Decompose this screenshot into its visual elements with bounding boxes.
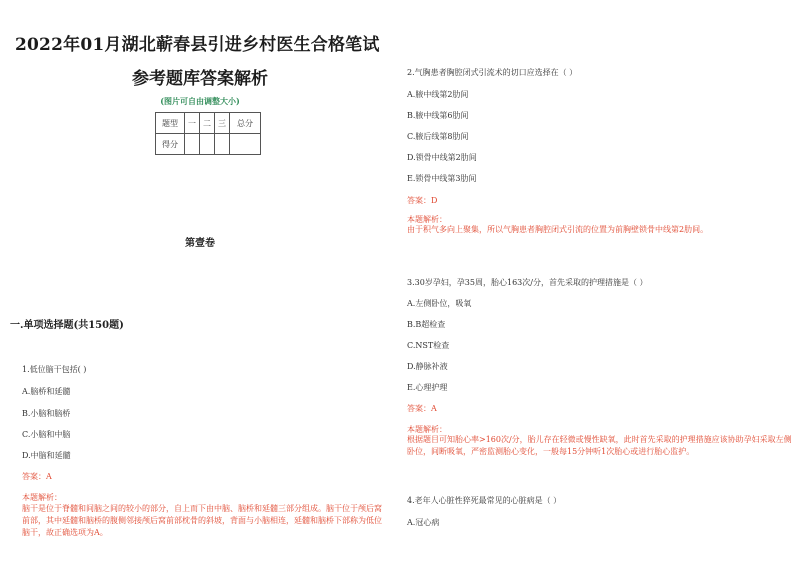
question-1-option-b: B.小脑和脑桥 bbox=[22, 409, 71, 418]
question-1-explanation: 脑干是位于脊髓和间脑之间的较小的部分，自上而下由中脑、脑桥和延髓三部分组成。脑干位于颅后窝前部，其中延髓和脑桥的腹侧邻接颅后窝前部枕骨的斜坡，背面与小脑相连，延髓和脑桥下部称为低位脑干，故正确选项为A。 bbox=[22, 504, 382, 537]
question-2-option-a: A.腋中线第2肋间 bbox=[407, 90, 469, 99]
question-3-option-e: E.心理护理 bbox=[407, 383, 448, 392]
question-2-option-b: B.腋中线第6肋间 bbox=[407, 111, 469, 120]
score-cell: 总分 bbox=[230, 113, 261, 134]
question-2-option-e: E.锁骨中线第3肋间 bbox=[407, 174, 477, 183]
question-2-explanation-label: 本题解析： bbox=[407, 215, 447, 224]
question-3-option-c: C.NST检查 bbox=[407, 341, 450, 350]
question-3-option-a: A.左侧卧位，吸氧 bbox=[407, 299, 472, 308]
question-1-option-c: C.小脑和中脑 bbox=[22, 430, 71, 439]
question-4-stem: 4.老年人心脏性猝死最常见的心脏病是（ ） bbox=[407, 496, 562, 505]
score-cell: 三 bbox=[215, 113, 230, 134]
score-cell: 得分 bbox=[156, 134, 185, 155]
question-3-explanation: 根据题目可知胎心率>160次/分，胎儿存在轻微或慢性缺氧，此时首先采取的护理措施应该协助孕妇采取左侧卧位，间断吸氧，严密监测胎心变化，一般每15分钟听1次胎心或进行胎心监护。 bbox=[407, 435, 792, 456]
question-3-option-d: D.静脉补液 bbox=[407, 362, 448, 371]
document-subtitle: 参考题库答案解析 bbox=[132, 69, 268, 89]
question-1-stem: 1.低位脑干包括( ) bbox=[22, 365, 87, 374]
question-2-answer: 答案：D bbox=[407, 196, 438, 205]
question-2-option-c: C.腋后线第8肋间 bbox=[407, 132, 469, 141]
score-table-header-row bbox=[156, 113, 261, 134]
section-heading: 一.单项选择题(共150题) bbox=[10, 320, 124, 331]
question-3-answer: 答案：A bbox=[407, 404, 437, 413]
score-cell bbox=[185, 134, 200, 155]
volume-label: 第壹卷 bbox=[185, 238, 215, 249]
document-title: 2022年01月湖北蕲春县引进乡村医生合格笔试 bbox=[15, 35, 380, 55]
question-1-explanation-label: 本题解析： bbox=[22, 493, 62, 502]
question-2-option-d: D.锁骨中线第2肋间 bbox=[407, 153, 477, 162]
question-1-option-a: A.脑桥和延髓 bbox=[22, 387, 71, 396]
score-cell bbox=[200, 134, 215, 155]
score-table-row bbox=[156, 134, 261, 155]
resize-note: (图片可自由调整大小) bbox=[160, 96, 240, 106]
question-1-option-d: D.中脑和延髓 bbox=[22, 451, 71, 460]
score-cell bbox=[230, 134, 261, 155]
score-table bbox=[155, 112, 261, 155]
question-3-explanation-label: 本题解析： bbox=[407, 425, 447, 434]
question-3-option-b: B.B超检查 bbox=[407, 320, 446, 329]
question-2-explanation: 由于积气多向上聚集，所以气胸患者胸腔闭式引流的位置为前胸壁锁骨中线第2肋间。 bbox=[407, 225, 709, 234]
question-4-option-a: A.冠心病 bbox=[407, 518, 440, 527]
score-cell: 题型 bbox=[156, 113, 185, 134]
score-cell bbox=[215, 134, 230, 155]
question-2-stem: 2.气胸患者胸腔闭式引流术的切口应选择在（ ） bbox=[407, 68, 578, 77]
question-1-answer: 答案：A bbox=[22, 472, 52, 481]
score-cell: 一 bbox=[185, 113, 200, 134]
score-cell: 二 bbox=[200, 113, 215, 134]
question-3-stem: 3.30岁孕妇，孕35周，胎心163次/分，首先采取的护理措施是（ ） bbox=[407, 278, 648, 287]
right-column bbox=[400, 0, 800, 565]
